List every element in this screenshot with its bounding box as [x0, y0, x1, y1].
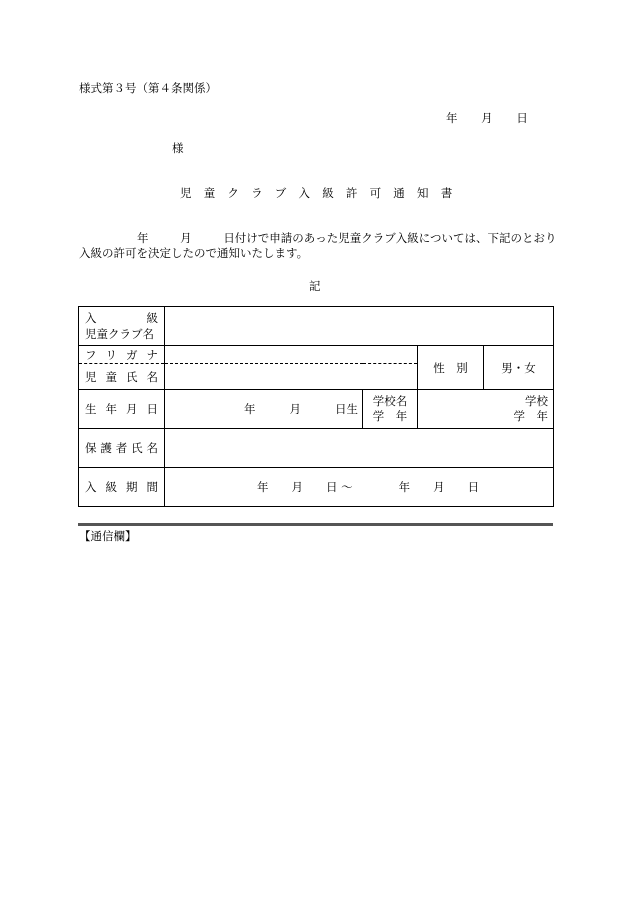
- issue-date-month: 月: [481, 111, 493, 125]
- body-date-year: 年: [137, 231, 149, 245]
- club-label-cell: [79, 307, 165, 346]
- birth-year: 年: [244, 402, 256, 416]
- ki-heading: 記: [309, 279, 321, 293]
- furigana-field[interactable]: [165, 346, 418, 364]
- school-suffix: 学校: [525, 394, 548, 408]
- grade-suffix: 学 年: [513, 409, 548, 423]
- school-label-cell: [363, 390, 418, 429]
- gender-label: 性 別: [418, 346, 484, 390]
- birthdate-label-cell: [79, 390, 165, 429]
- child-name-label-cell: [79, 364, 165, 390]
- period-label-cell: [79, 468, 165, 507]
- guardian-name-field[interactable]: [165, 429, 554, 468]
- issue-date: [446, 110, 528, 126]
- birth-day: 日生: [335, 402, 358, 416]
- birthdate-label: 生 年 月 日: [85, 402, 158, 416]
- birth-month: 月: [289, 402, 301, 416]
- school-field[interactable]: [418, 390, 554, 429]
- permission-table: [78, 306, 554, 507]
- form-number: 様式第３号（第４条関係）: [79, 81, 217, 95]
- period-field[interactable]: 年 月 日 〜 年 月 日: [165, 468, 554, 507]
- issue-date-year: 年: [446, 111, 458, 125]
- body-text: 日付けで申請のあった児童クラブ入級については、下記のとおり入級の許可を決定したので通知いたします。: [79, 231, 557, 260]
- child-name-label: 児 童 氏 名: [85, 369, 158, 384]
- furigana-label: フ リ ガ ナ: [85, 347, 158, 362]
- guardian-label: 保 護 者 氏 名: [85, 441, 158, 455]
- issue-date-day: 日: [516, 111, 528, 125]
- furigana-label-cell: [79, 346, 165, 364]
- guardian-label-cell: [79, 429, 165, 468]
- period-label: 入 級 期 間: [85, 480, 158, 494]
- notice-body: [79, 231, 559, 261]
- club-label-1: 入 級: [85, 311, 158, 325]
- child-name-field[interactable]: [165, 364, 418, 390]
- body-date-month: 月: [180, 231, 192, 245]
- school-label-1: 学校名: [372, 394, 408, 408]
- communication-label: 【通信欄】: [79, 529, 137, 543]
- document-title: 児童クラブ入級許可通知書: [180, 186, 465, 200]
- birthdate-field[interactable]: [165, 390, 363, 429]
- gender-value[interactable]: 男・女: [484, 346, 554, 390]
- school-label-2: 学 年: [372, 409, 408, 423]
- club-label-2: 児童クラブ名: [85, 327, 154, 341]
- club-name-field[interactable]: [165, 307, 554, 346]
- addressee-suffix: 様: [172, 141, 184, 155]
- section-divider: [78, 523, 553, 526]
